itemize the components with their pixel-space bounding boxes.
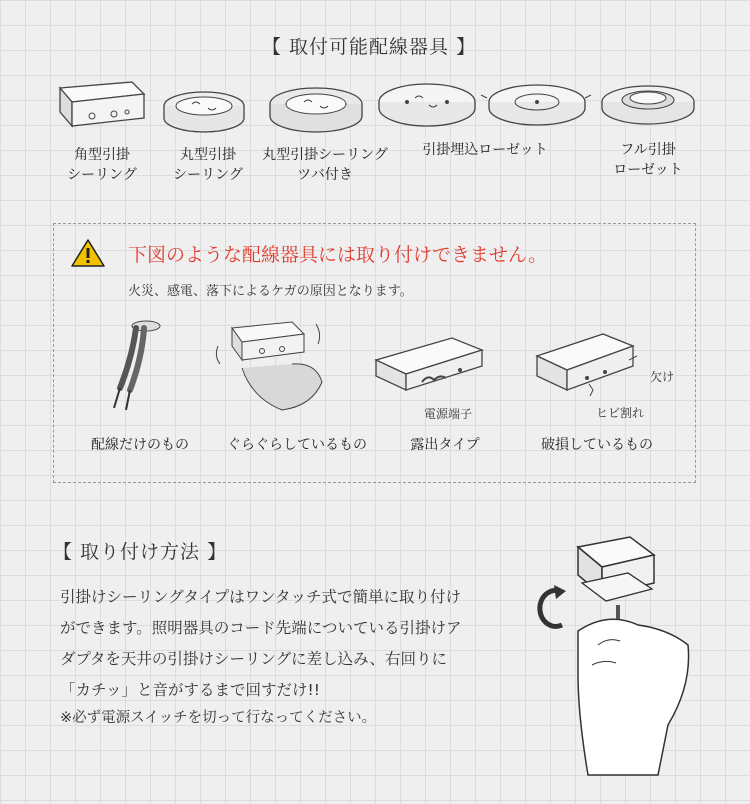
- method-line: 引掛けシーリングタイプはワンタッチ式で簡単に取り付け: [60, 588, 461, 606]
- fixture-label-square: 角型引掛 シーリング: [67, 147, 137, 183]
- hand-install-illustration: [568, 535, 698, 780]
- round-ceiling-hook-flange-icon: [268, 74, 368, 136]
- bad-label-bare-wire: 配線だけのもの: [91, 437, 189, 453]
- fixture-label-full-rosette: フル引掛 ローゼット: [613, 142, 683, 178]
- method-line: ができます。照明器具のコード先端についている引掛けア: [60, 619, 462, 637]
- recessed-rosette-icon: [377, 78, 477, 133]
- crack-note: ヒビ割れ: [596, 406, 645, 420]
- fixture-label-recessed-rosette: 引掛埋込ローゼット: [422, 142, 548, 158]
- chip-note: 欠け: [650, 370, 675, 384]
- round-ceiling-hook-icon: [162, 76, 252, 136]
- warning-title: 下図のような配線器具には取り付けできません。: [128, 244, 548, 266]
- damaged-fixture-icon: [533, 330, 643, 410]
- bad-label-exposed: 露出タイプ: [410, 437, 480, 453]
- method-body: [60, 582, 530, 706]
- method-line: ダプタを天井の引掛けシーリングに差し込み、右回りに: [60, 650, 448, 668]
- fixtures-title: 【 取付可能配線器具 】: [262, 36, 477, 58]
- warning-subtitle: 火災、感電、落下によるケガの原因となります。: [128, 284, 413, 299]
- exposed-type-icon: [372, 330, 492, 410]
- rotate-arrow-icon: [532, 585, 568, 633]
- method-line: 「カチッ」と音がするまで回すだけ!!: [60, 681, 320, 699]
- full-hook-rosette-icon-2: [598, 78, 698, 133]
- bad-label-loose: ぐらぐらしているもの: [227, 437, 367, 453]
- method-title: 【 取り付け方法 】: [53, 541, 228, 563]
- warning-triangle-icon: [70, 238, 106, 268]
- power-off-note: ※必ず電源スイッチを切って行なってください。: [60, 710, 377, 726]
- bare-wire-icon: [108, 318, 168, 418]
- exposed-terminal-note: 電源端子: [424, 407, 473, 421]
- loose-fixture-icon: [212, 318, 337, 418]
- fixture-label-round: 丸型引掛 シーリング: [173, 147, 243, 183]
- full-hook-rosette-icon: [485, 78, 590, 133]
- fixture-label-round-flange: 丸型引掛シーリング ツバ付き: [262, 147, 388, 183]
- bad-label-damaged: 破損しているもの: [541, 437, 653, 453]
- square-ceiling-hook-icon: [52, 76, 147, 131]
